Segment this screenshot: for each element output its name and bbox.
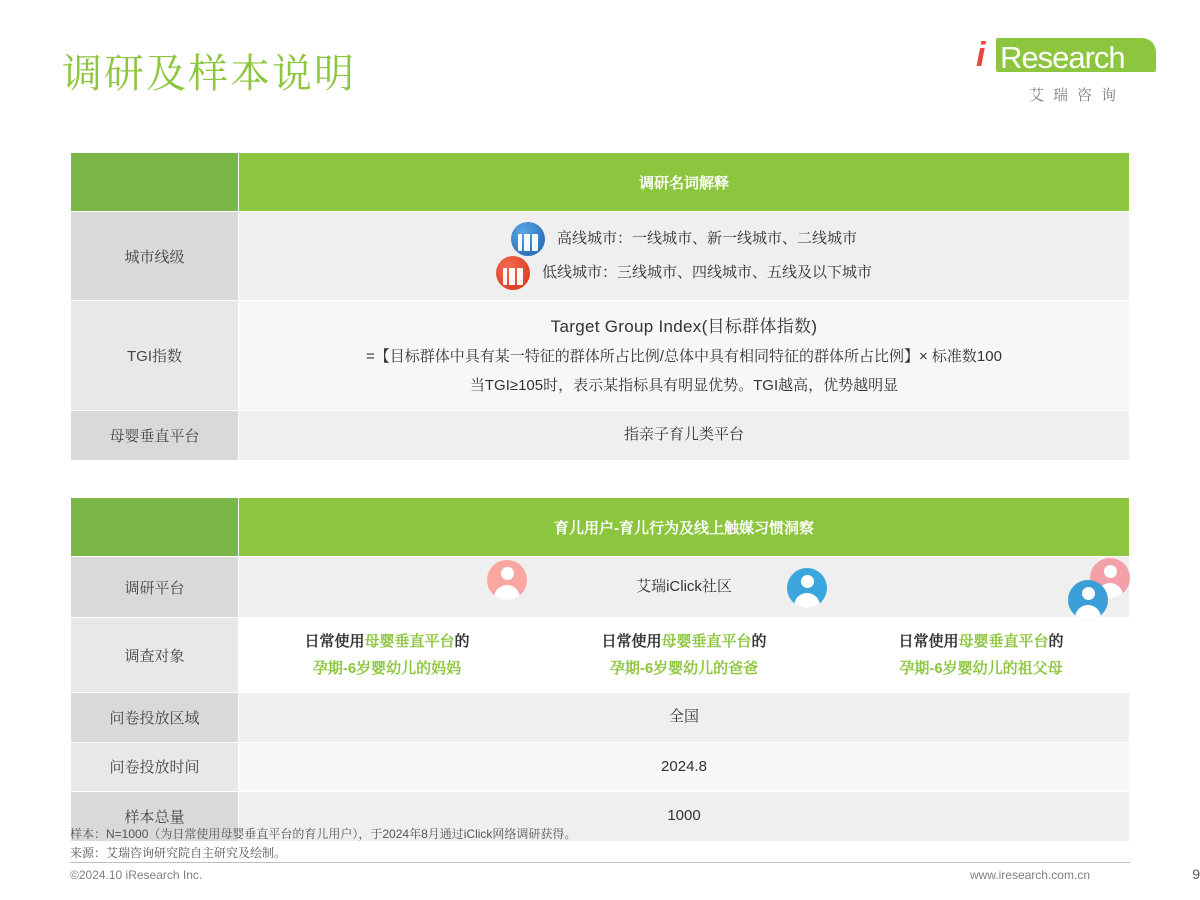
footer-divider [70, 862, 1130, 863]
terminology-table [70, 152, 1130, 461]
row-label-vertical-platform: 母婴垂直平台 [71, 411, 239, 461]
row-body-city-tier [239, 212, 1130, 301]
logo-i-letter: i [976, 36, 986, 74]
survey-table [70, 497, 1130, 842]
page-title: 调研及样本说明 [62, 52, 356, 96]
mother-line-2: 孕期-6岁婴幼儿的妈妈 [312, 660, 462, 677]
table-row [71, 557, 1130, 618]
grandfather-avatar-icon [1068, 580, 1108, 620]
mother-line1-tail: 的 [454, 633, 470, 650]
row-body-survey-time: 2024.8 [239, 742, 1130, 792]
father-line-1 [542, 628, 826, 655]
mother-line-1 [245, 628, 529, 655]
table-row [71, 618, 1130, 693]
mother-avatar-icon [487, 560, 527, 600]
footer [70, 868, 1130, 882]
tgi-threshold-line: 当TGI≥105时，表示某指标具有明显优势。TGI越高，优势越明显 [469, 376, 899, 394]
grandparents-line1-plain: 日常使用 [898, 633, 959, 650]
tgi-formula-line: =【目标群体中具有某一特征的群体所占比例/总体中具有相同特征的群体所占比例】× 标准数100 [366, 348, 1002, 366]
terminology-table-title: 调研名词解释 [239, 153, 1130, 212]
survey-object-grandparents [833, 618, 1130, 693]
table-row [71, 693, 1130, 743]
father-line-2: 孕期-6岁婴幼儿的爸爸 [609, 660, 759, 677]
father-avatar-icon [787, 568, 827, 608]
table-row [71, 301, 1130, 411]
footnotes [70, 825, 576, 863]
grandparents-line1-tail: 的 [1048, 633, 1064, 650]
city-red-icon [496, 256, 530, 290]
row-body-sample-size: 1000 [239, 792, 1130, 842]
row-label-survey-region: 问卷投放区域 [71, 693, 239, 743]
tgi-definition-line: Target Group Index(目标群体指数) [550, 317, 818, 336]
grandparents-line-1 [839, 628, 1123, 655]
row-body-survey-platform: 艾瑞iClick社区 [239, 557, 1130, 618]
footer-copyright: ©2024.10 iResearch Inc. [70, 868, 203, 882]
table-header-row [71, 498, 1130, 557]
mother-line1-plain: 日常使用 [304, 633, 365, 650]
table-row [71, 212, 1130, 301]
footer-url: www.iresearch.com.cn [969, 868, 1090, 882]
father-line1-accent: 母婴垂直平台 [661, 633, 752, 650]
row-label-tgi: TGI指数 [71, 301, 239, 411]
logo-chinese-text: 艾瑞咨询 [1028, 87, 1125, 104]
row-label-survey-platform: 调研平台 [71, 557, 239, 618]
row-label-city-tier: 城市线级 [71, 212, 239, 301]
header-blank-cell [71, 153, 239, 212]
mother-line1-accent: 母婴垂直平台 [364, 633, 455, 650]
father-line1-tail: 的 [751, 633, 767, 650]
table-header-row [71, 153, 1130, 212]
survey-table-title: 育儿用户-育儿行为及线上触媒习惯洞察 [239, 498, 1130, 557]
logo-research-text: Research [1000, 40, 1125, 75]
row-label-survey-objects: 调查对象 [71, 618, 239, 693]
low-tier-text: 低线城市：三线城市、四线城市、五线及以下城市 [541, 264, 872, 282]
note-source: 来源：艾瑞咨询研究院自主研究及绘制。 [70, 846, 287, 861]
high-tier-text: 高线城市：一线城市、新一线城市、二线城市 [556, 230, 857, 248]
note-sample: 样本：N=1000（为日常使用母婴垂直平台的育儿用户），于2024年8月通过iClick网络调研获得。 [70, 827, 577, 841]
grandparents-line1-accent: 母婴垂直平台 [958, 633, 1049, 650]
high-tier-line [253, 222, 1115, 256]
survey-object-father [536, 618, 833, 693]
grandparents-line-2: 孕期-6岁婴幼儿的祖父母 [899, 660, 1063, 677]
survey-object-mother [239, 618, 536, 693]
city-blue-icon [511, 222, 545, 256]
header-blank-cell [71, 498, 239, 557]
low-tier-line [253, 256, 1115, 290]
father-line1-plain: 日常使用 [601, 633, 662, 650]
row-body-vertical-platform: 指亲子育儿类平台 [239, 411, 1130, 461]
row-body-tgi [239, 301, 1130, 411]
row-label-sample-size: 样本总量 [71, 792, 239, 842]
row-label-survey-time: 问卷投放时间 [71, 742, 239, 792]
logo-wordmark [970, 36, 1160, 82]
page-number: 9 [1192, 866, 1200, 882]
table-row [71, 742, 1130, 792]
row-body-survey-region: 全国 [239, 693, 1130, 743]
iresearch-logo [970, 36, 1160, 105]
table-row [71, 411, 1130, 461]
